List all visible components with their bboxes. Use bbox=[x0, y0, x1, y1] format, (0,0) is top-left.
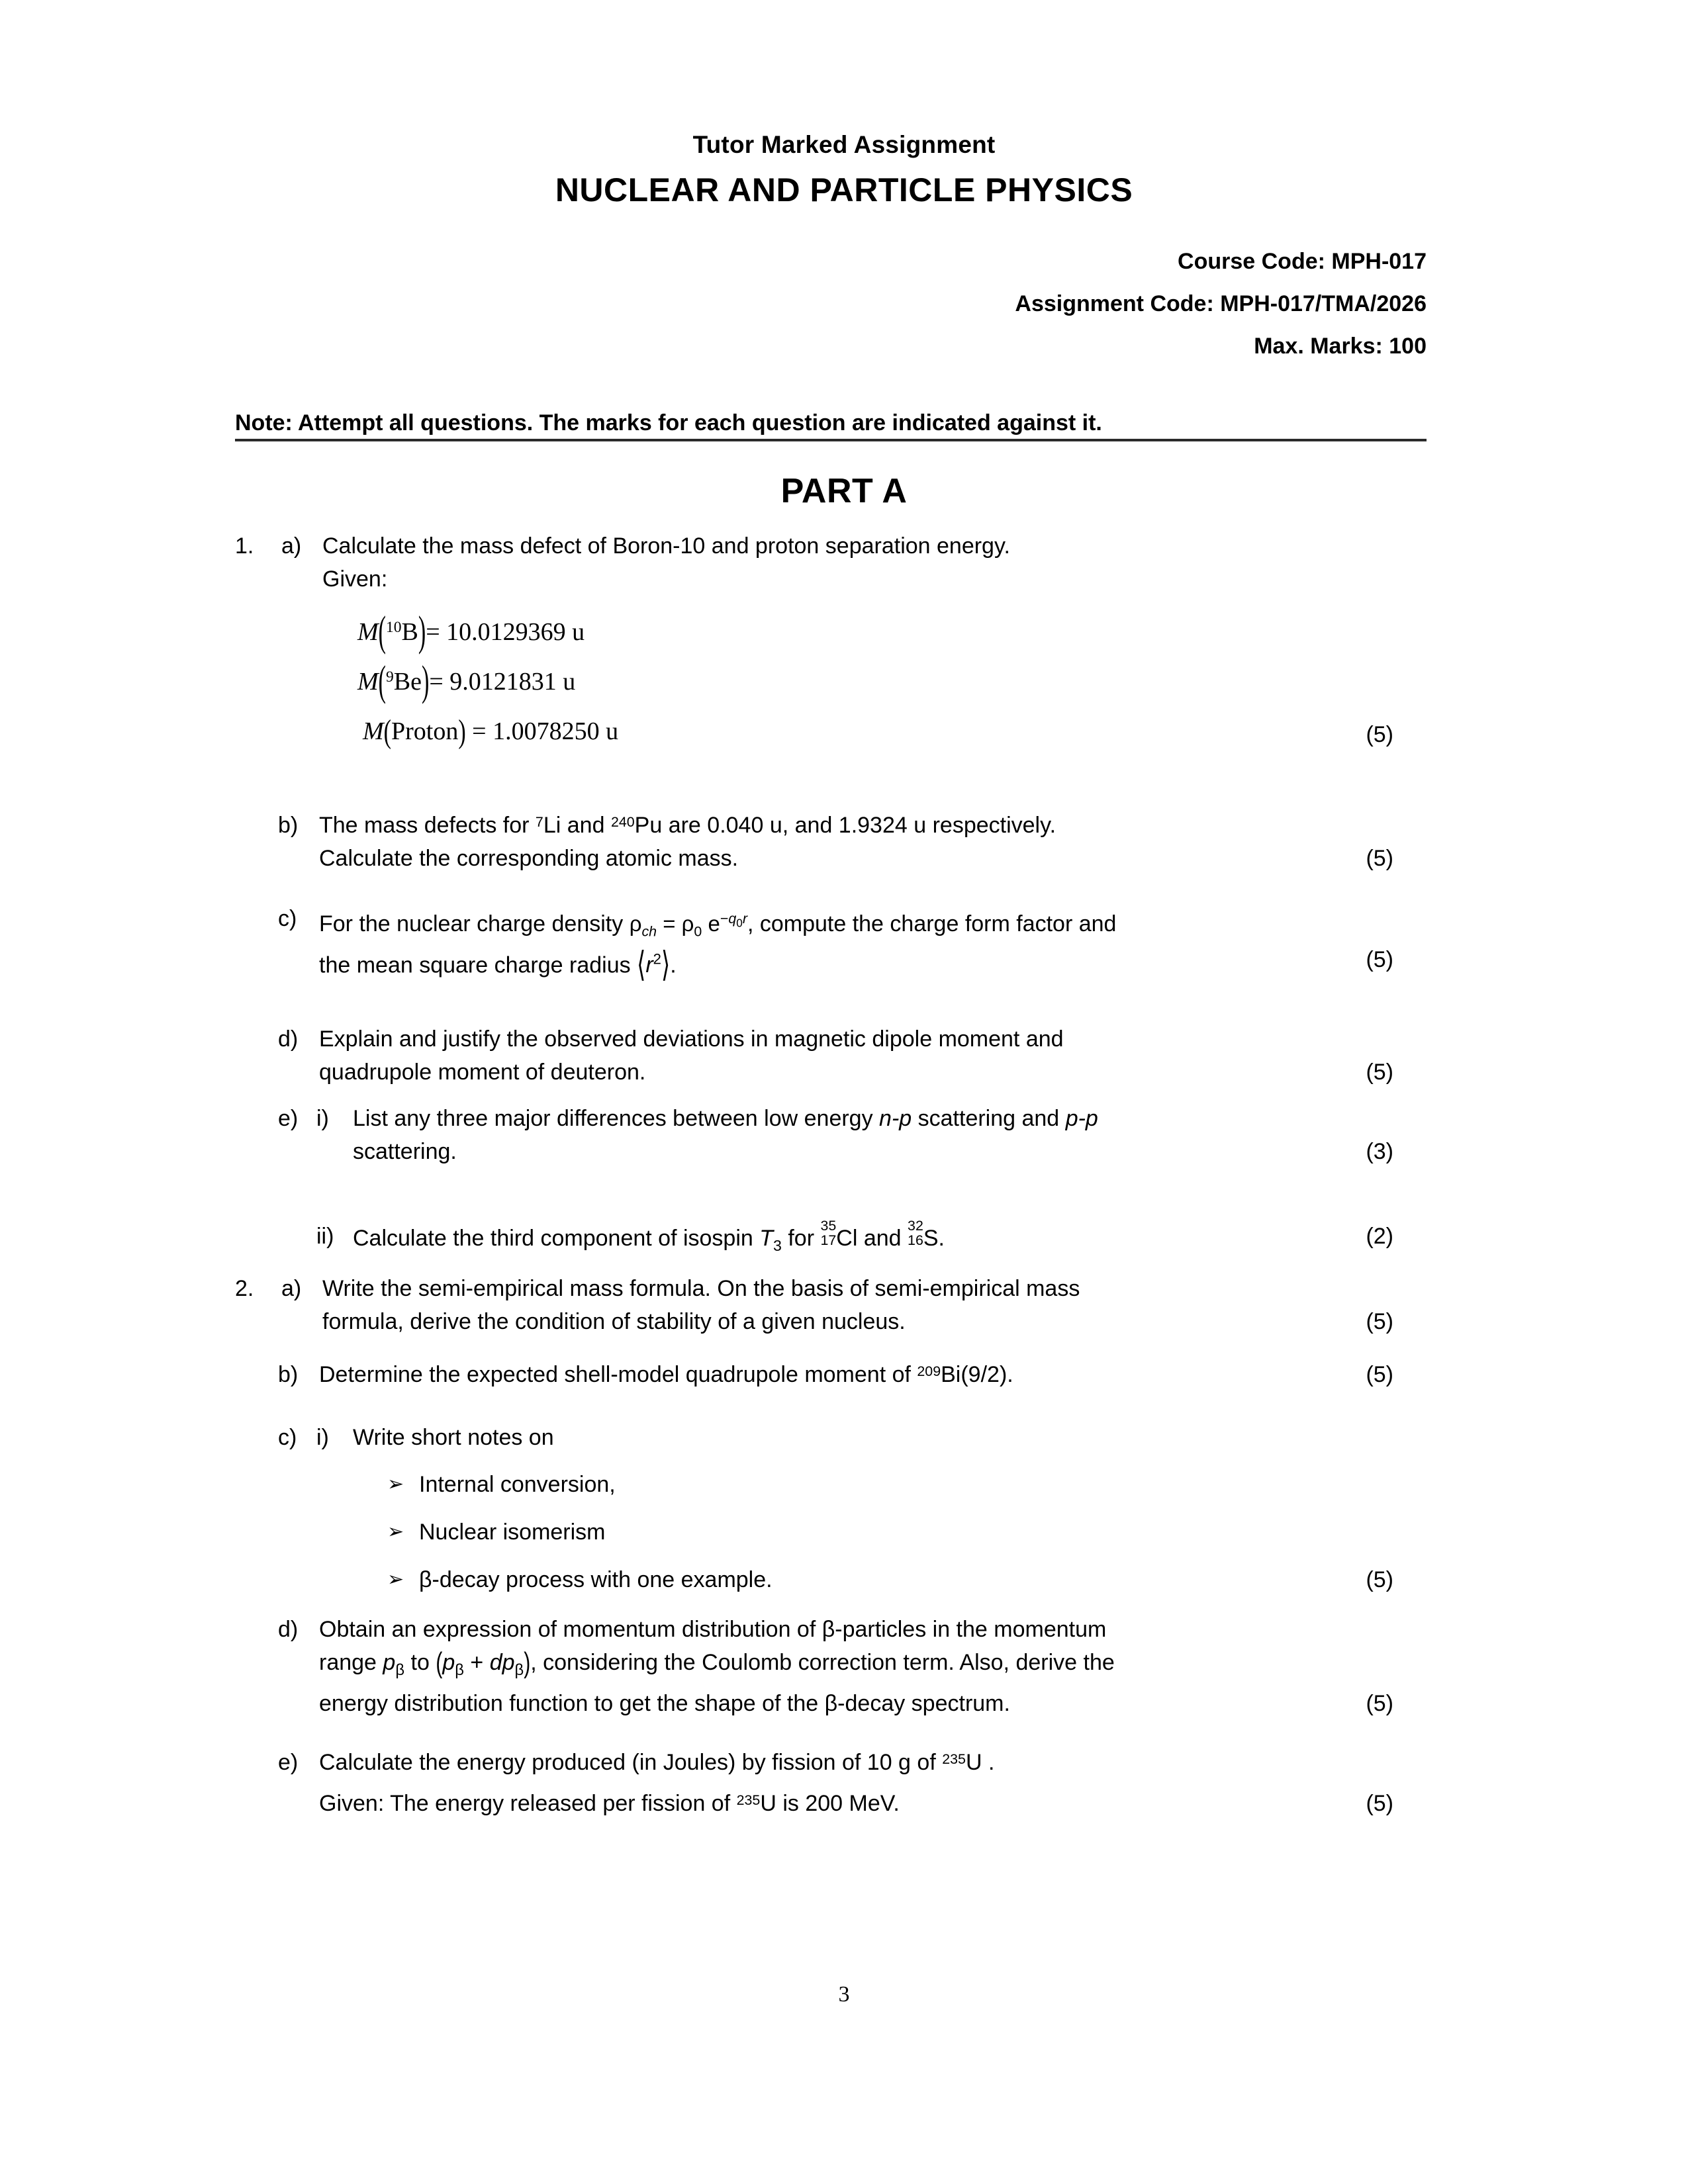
q2d-text-line3: energy distribution function to get the shape of the β-decay spectrum. bbox=[319, 1691, 1010, 1716]
q2e-line2-pre: Given: The energy released per fission of bbox=[319, 1791, 731, 1816]
q2d-momentum-symbol: $p_\beta$ bbox=[383, 1650, 405, 1679]
q2b-marks: (5) bbox=[1366, 1362, 1393, 1387]
q1ei-text-line1 bbox=[353, 1102, 1412, 1135]
q1eii-seg1: Calculate the third component of isospin bbox=[353, 1225, 753, 1251]
q1ei-roman: i) bbox=[316, 1106, 329, 1131]
page-number: 3 bbox=[838, 1982, 850, 2007]
q1b-seg1: The mass defects for bbox=[319, 813, 530, 838]
q1d-text-line2: quadrupole moment of deuteron. bbox=[319, 1060, 646, 1085]
q1c-marks: (5) bbox=[1366, 947, 1393, 972]
q2b-iso-sup: 209 bbox=[917, 1363, 941, 1379]
q1a-eq2-element: Be bbox=[393, 668, 422, 696]
q1eii-iso1-sup: 35 bbox=[820, 1218, 837, 1234]
q2c-roman: i) bbox=[316, 1425, 329, 1450]
q2c-text-line1: Write short notes on bbox=[353, 1425, 554, 1450]
q1eii-iso2-sup: 32 bbox=[908, 1218, 923, 1234]
q1a-eq2-mass-number: 9 bbox=[385, 668, 394, 686]
q1a-eq2-equals: = bbox=[429, 668, 444, 696]
instructions-note: Note: Attempt all questions. The marks for each question are indicated against it. bbox=[235, 410, 1102, 435]
q1eii-isospin-symbol: $T_3$ bbox=[759, 1225, 782, 1254]
q2d-text-line1: Obtain an expression of momentum distribution of β-particles in the momentum bbox=[319, 1617, 1107, 1642]
q1c-mean-square-radius: $⟨r^2⟩$ bbox=[637, 945, 671, 985]
q2a-text-line1: Write the semi-empirical mass formula. On the basis of semi-empirical mass bbox=[322, 1276, 1080, 1301]
q2d-line2-pre: range bbox=[319, 1650, 377, 1675]
assignment-code: Assignment Code: MPH-017/TMA/2026 bbox=[1015, 291, 1427, 316]
q2d-letter: d) bbox=[278, 1617, 299, 1642]
part-heading: PART A bbox=[780, 472, 908, 510]
q2d-momentum-range: $(p_\beta + dp_\beta)$ bbox=[436, 1647, 531, 1680]
q1eii-iso1-sub: 17 bbox=[820, 1232, 837, 1248]
q2b-letter: b) bbox=[278, 1362, 299, 1387]
q2e-iso-element: U bbox=[965, 1750, 982, 1775]
q1a-letter: a) bbox=[281, 533, 302, 559]
q1b-text-line2: Calculate the corresponding atomic mass. bbox=[319, 846, 739, 871]
q2e-line2-iso-sup: 235 bbox=[736, 1792, 761, 1808]
q2e-seg1: Calculate the energy produced (in Joules) by fission of 10 g of bbox=[319, 1750, 936, 1775]
q1b-iso1-sup: 7 bbox=[535, 813, 543, 830]
q1eii-iso1-element: Cl bbox=[836, 1225, 858, 1251]
q2e-marks: (5) bbox=[1366, 1791, 1393, 1816]
q1eii-roman: ii) bbox=[316, 1224, 334, 1249]
q2e-seg2: . bbox=[988, 1750, 995, 1775]
q2b-seg1: Determine the expected shell-model quadrupole moment of bbox=[319, 1362, 911, 1387]
q2d-text-line2 bbox=[319, 1646, 1418, 1687]
q1d-letter: d) bbox=[278, 1026, 299, 1052]
q2a-marks: (5) bbox=[1366, 1309, 1393, 1334]
q1a-marks: (5) bbox=[1366, 722, 1393, 747]
q1b-letter: b) bbox=[278, 813, 299, 838]
q2e-iso-sup: 235 bbox=[942, 1751, 966, 1767]
q2d-line2-post: , considering the Coulomb correction term. Also, derive the bbox=[530, 1650, 1115, 1675]
q1a-eq1-mass-number: 10 bbox=[385, 618, 402, 636]
q2e-letter: e) bbox=[278, 1750, 299, 1775]
q2e-line2-iso-element: U bbox=[760, 1791, 776, 1816]
q1ei-em2: p-p bbox=[1065, 1106, 1098, 1131]
arrowhead-bullet-icon-1: ➢ bbox=[387, 1473, 404, 1495]
q1eii-seg4: . bbox=[938, 1225, 945, 1251]
q1b-iso1-element: Li bbox=[543, 813, 561, 838]
q1eii-iso2-numbers bbox=[908, 1219, 923, 1248]
q1c-text-line1 bbox=[319, 902, 1405, 948]
q1eii-iso1-numbers bbox=[820, 1219, 836, 1248]
q1e-letter: e) bbox=[278, 1106, 299, 1131]
q1a-equation-1: M(10B)= 10.0129369 u bbox=[357, 608, 585, 656]
max-marks: Max. Marks: 100 bbox=[1254, 334, 1427, 359]
q1a-eq3-equals: = bbox=[472, 717, 487, 745]
q1a-eq1-element: B bbox=[401, 618, 418, 646]
question-2-number: 2. bbox=[235, 1276, 254, 1301]
q2a-text-line2: formula, derive the condition of stability of a given nucleus. bbox=[322, 1309, 906, 1334]
q1d-text-line1: Explain and justify the observed deviations in magnetic dipole moment and bbox=[319, 1026, 1064, 1052]
q1a-given-label: Given: bbox=[322, 567, 388, 592]
q1ei-seg2: scattering and bbox=[917, 1106, 1060, 1131]
q1eii-seg2: for bbox=[788, 1225, 815, 1251]
q2e-text-line1 bbox=[319, 1746, 1418, 1779]
q1b-seg3: are 0.040 u, and 1.9324 u respectively. bbox=[668, 813, 1056, 838]
q1ei-em1: n-p bbox=[879, 1106, 912, 1131]
q1b-text-line1 bbox=[319, 809, 1405, 842]
q2e-line2-post: is 200 MeV. bbox=[782, 1791, 900, 1816]
q1eii-text bbox=[353, 1220, 1412, 1262]
q2c-letter: c) bbox=[278, 1425, 297, 1450]
q1a-equation-3: M(Proton) = 1.0078250 u bbox=[363, 714, 619, 751]
q1b-marks: (5) bbox=[1366, 846, 1393, 871]
q1b-seg2: and bbox=[567, 813, 605, 838]
q1a-eq1-function: M bbox=[357, 618, 379, 646]
q1c-line2-pre: the mean square charge radius bbox=[319, 952, 631, 978]
q1c-letter: c) bbox=[278, 906, 297, 931]
q2b-seg2: (9/2). bbox=[961, 1362, 1013, 1387]
q1a-eq2-function: M bbox=[357, 668, 379, 696]
q2a-letter: a) bbox=[281, 1276, 302, 1301]
q1eii-seg3: and bbox=[863, 1225, 902, 1251]
q2d-marks: (5) bbox=[1366, 1691, 1393, 1716]
q1a-eq3-function: M bbox=[363, 717, 384, 745]
q1a-equation-2: M(9Be)= 9.0121831 u bbox=[357, 658, 576, 705]
question-1-number: 1. bbox=[235, 533, 254, 559]
q2c-marks: (5) bbox=[1366, 1567, 1393, 1592]
q1ei-text-line2: scattering. bbox=[353, 1139, 457, 1164]
note-divider bbox=[235, 439, 1427, 441]
q1c-seg1: For the nuclear charge density bbox=[319, 911, 624, 936]
q2c-bullet-item-1: Internal conversion, bbox=[419, 1472, 616, 1497]
q1c-seg2: , compute the charge form factor and bbox=[747, 911, 1117, 936]
q2e-text-line2 bbox=[319, 1787, 1418, 1820]
course-code: Course Code: MPH-017 bbox=[1178, 249, 1427, 274]
q1c-text-line2 bbox=[319, 943, 1405, 985]
q1c-charge-density-formula: $\rho_{ch} = \rho_0$ $e^{-q_0r}$ bbox=[629, 911, 747, 940]
page-title: NUCLEAR AND PARTICLE PHYSICS bbox=[555, 171, 1133, 208]
q1ei-seg1: List any three major differences between low energy bbox=[353, 1106, 873, 1131]
arrowhead-bullet-icon-2: ➢ bbox=[387, 1521, 404, 1543]
page-subtitle: Tutor Marked Assignment bbox=[692, 131, 996, 158]
q1a-eq3-argument: Proton bbox=[391, 717, 459, 745]
q1a-eq1-equals: = bbox=[426, 618, 440, 646]
arrowhead-bullet-icon-3: ➢ bbox=[387, 1569, 404, 1590]
q1a-eq3-value: 1.0078250 u bbox=[492, 717, 619, 745]
q1ei-marks: (3) bbox=[1366, 1139, 1393, 1164]
q1b-iso2-element: Pu bbox=[634, 813, 663, 838]
q2c-bullet-item-3: β-decay process with one example. bbox=[419, 1567, 773, 1592]
q2b-iso-element: Bi bbox=[941, 1362, 961, 1387]
q1b-iso2-sup: 240 bbox=[610, 813, 635, 830]
q1a-eq2-value: 9.0121831 u bbox=[449, 668, 576, 696]
q1eii-marks: (2) bbox=[1366, 1224, 1393, 1249]
q1eii-iso2-sub: 16 bbox=[908, 1232, 923, 1248]
q1a-text-line1: Calculate the mass defect of Boron-10 and proton separation energy. bbox=[322, 533, 1010, 559]
q2b-text bbox=[319, 1358, 1405, 1391]
q1eii-iso2-element: S bbox=[923, 1225, 939, 1251]
q2d-line2-to: to bbox=[410, 1650, 430, 1675]
q1a-eq1-value: 10.0129369 u bbox=[446, 618, 585, 646]
q2c-bullet-item-2: Nuclear isomerism bbox=[419, 1520, 606, 1545]
q1d-marks: (5) bbox=[1366, 1060, 1393, 1085]
q1c-line2-post: . bbox=[670, 952, 677, 978]
